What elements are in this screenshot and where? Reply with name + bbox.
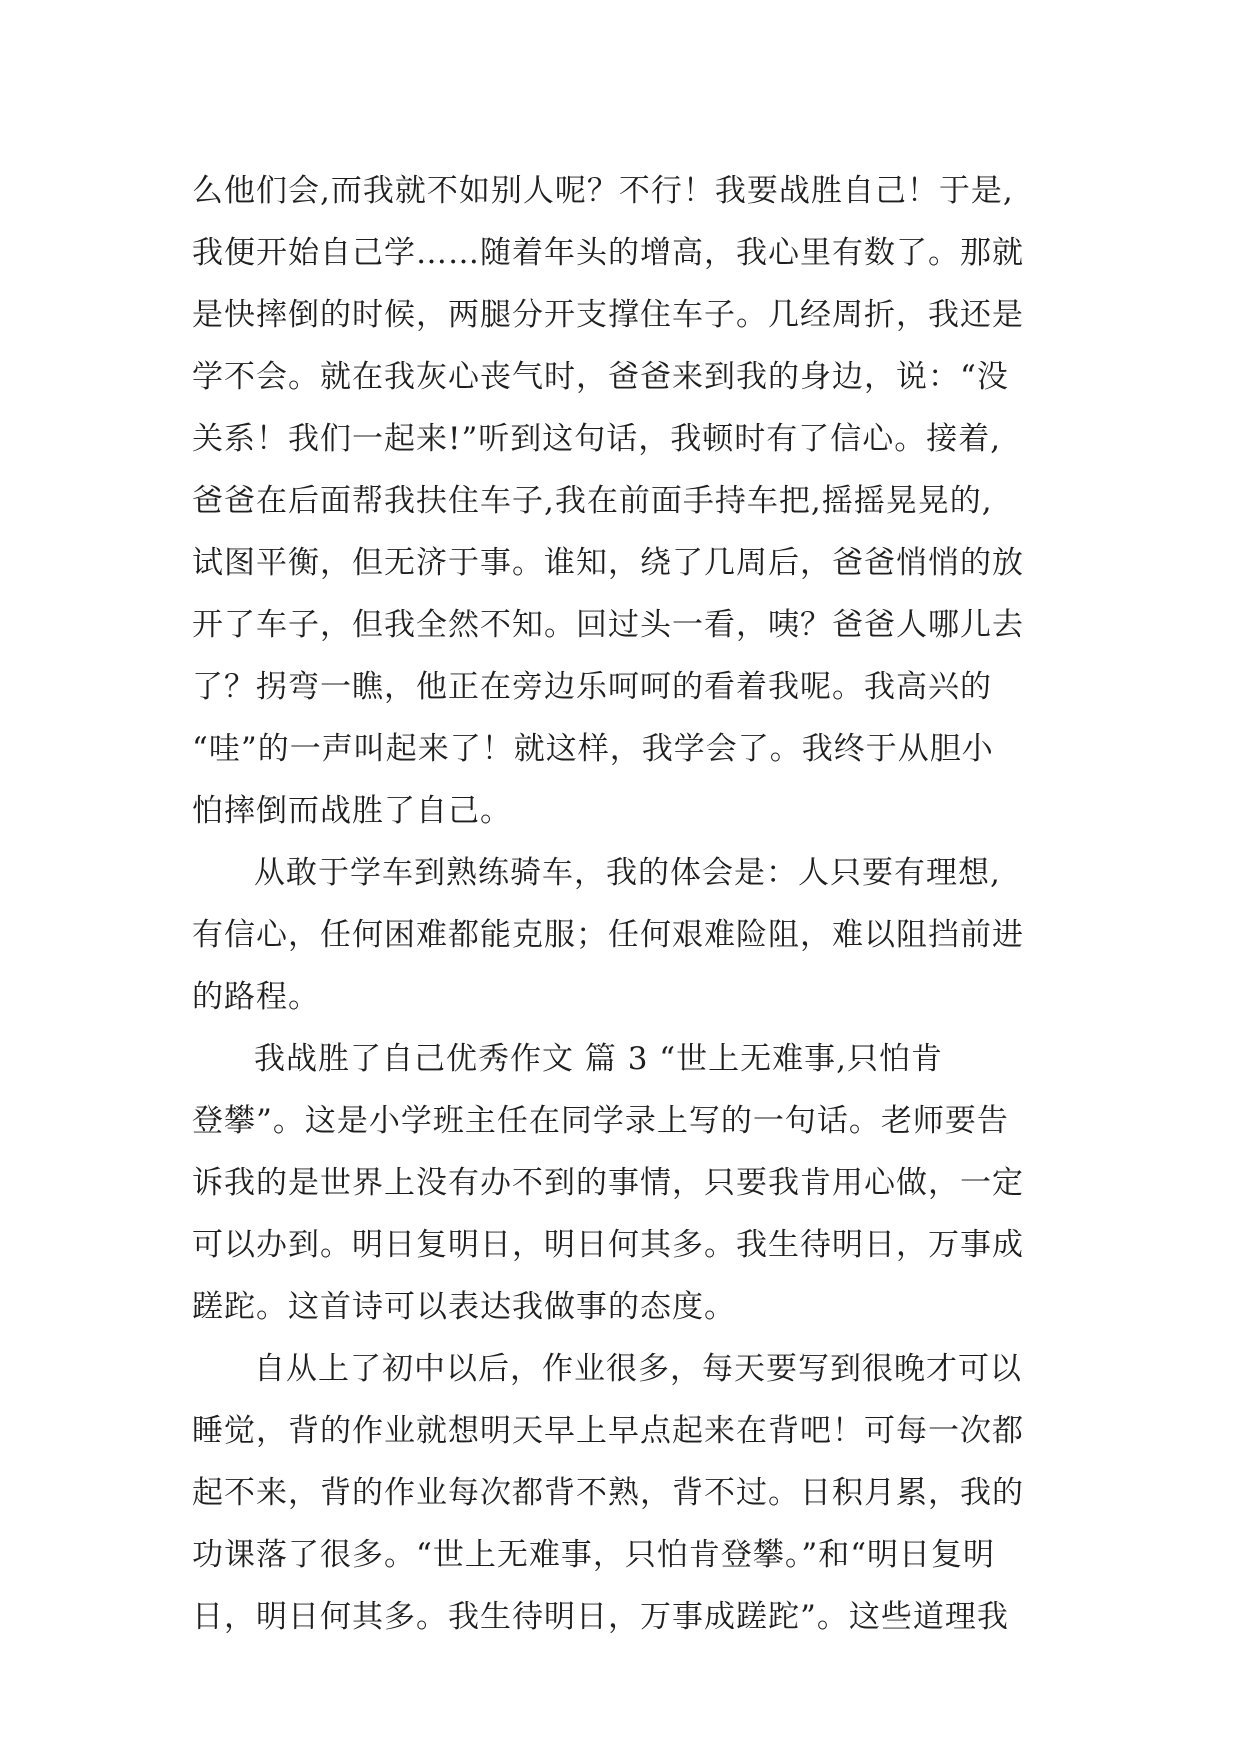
text-line: 了？拐弯一瞧，他正在旁边乐呵呵的看着我呢。我高兴的: [192, 669, 992, 705]
text-line: 睡觉，背的作业就想明天早上早点起来在背吧！可每一次都: [192, 1413, 1024, 1449]
text-line: 蹉跎。这首诗可以表达我做事的态度。: [192, 1289, 736, 1325]
text-line: 关系！我们一起来!”听到这句话，我顿时有了信心。接着,: [192, 421, 1002, 457]
text-line: 开了车子，但我全然不知。回过头一看，咦？爸爸人哪儿去: [192, 607, 1024, 643]
text-line: 学不会。就在我灰心丧气时，爸爸来到我的身边，说：“没: [192, 359, 1009, 395]
text-line: 爸爸在后面帮我扶住车子,我在前面手持车把,摇摇晃晃的,: [192, 483, 993, 519]
text-line: 我便开始自己学……随着年头的增高，我心里有数了。那就: [192, 235, 1024, 271]
text-line: 怕摔倒而战胜了自己。: [192, 793, 512, 829]
text-line: 起不来，背的作业每次都背不熟，背不过。日积月累，我的: [192, 1475, 1024, 1511]
essay-text: [192, 160, 1092, 1648]
text-line: 试图平衡，但无济于事。谁知，绕了几周后，爸爸悄悄的放: [192, 545, 1024, 581]
text-line: 的路程。: [192, 979, 320, 1015]
text-line: 登攀”。这是小学班主任在同学录上写的一句话。老师要告: [192, 1103, 1009, 1139]
section-heading-line: 我战胜了自己优秀作文 篇 3 “世上无难事,只怕肯: [254, 1041, 943, 1077]
paragraph-first-line: 自从上了初中以后，作业很多，每天要写到很晚才可以: [254, 1351, 1022, 1387]
paragraph-first-line: 从敢于学车到熟练骑车，我的体会是：人只要有理想,: [254, 855, 1001, 891]
text-line: 诉我的是世界上没有办不到的事情，只要我肯用心做，一定: [192, 1165, 1024, 1201]
text-line: 么他们会,而我就不如别人呢？不行！我要战胜自己！于是,: [192, 173, 1014, 209]
text-line: “哇”的一声叫起来了！就这样，我学会了。我终于从胆小: [192, 731, 994, 767]
text-line: 日，明日何其多。我生待明日，万事成蹉跎”。这些道理我: [192, 1599, 1009, 1635]
text-line: 有信心，任何困难都能克服；任何艰难险阻，难以阻挡前进: [192, 917, 1024, 953]
text-line: 功课落了很多。“世上无难事，只怕肯登攀。”和“明日复明: [192, 1537, 996, 1573]
text-line: 是快摔倒的时候，两腿分开支撑住车子。几经周折，我还是: [192, 297, 1024, 333]
text-line: 可以办到。明日复明日，明日何其多。我生待明日，万事成: [192, 1227, 1024, 1263]
